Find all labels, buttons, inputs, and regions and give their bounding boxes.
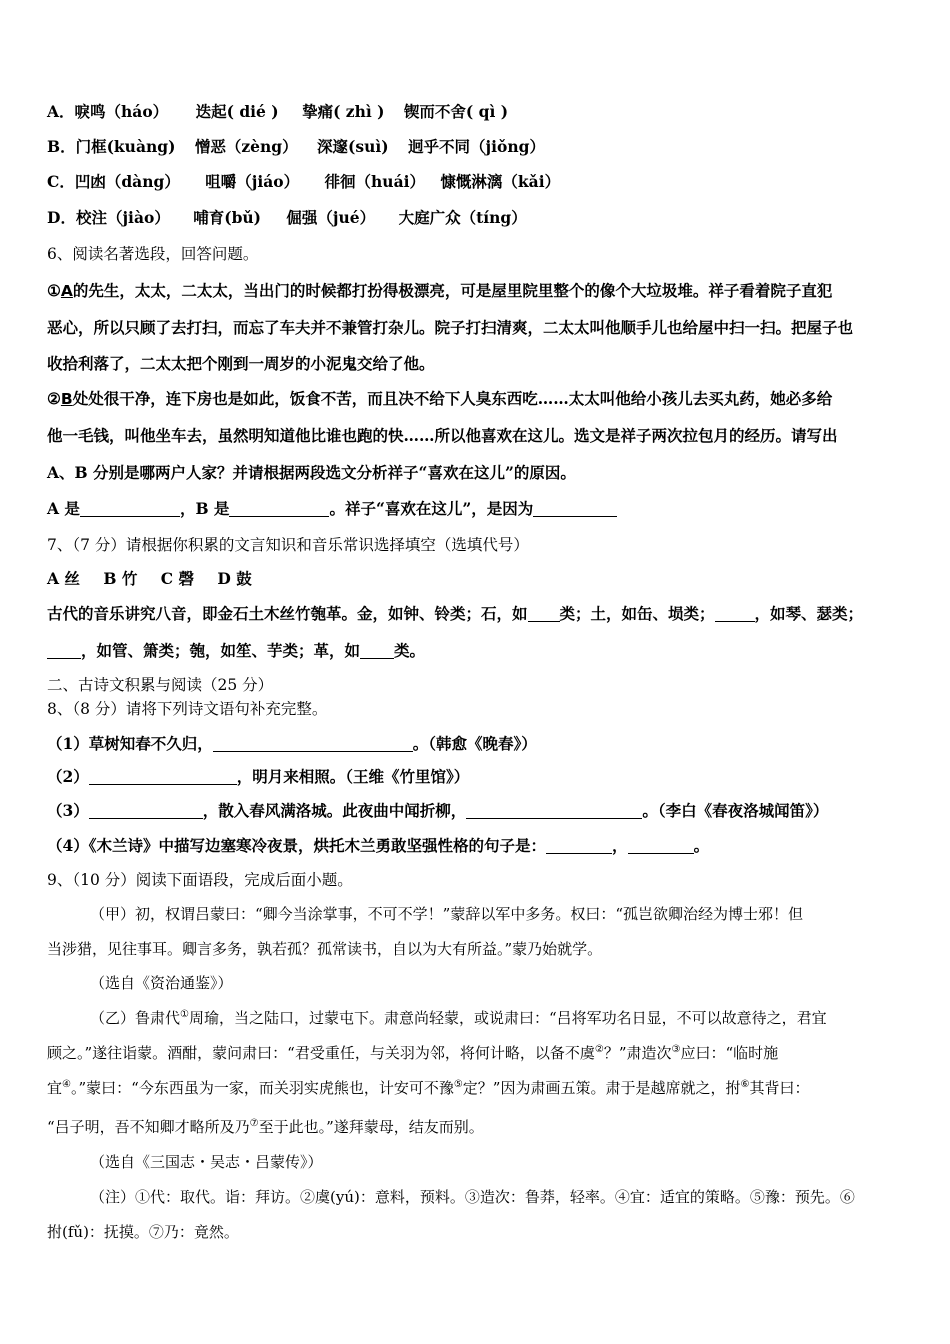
q9-note-ref-7: ⑦ (249, 1118, 259, 1129)
q7-blank-stone[interactable] (528, 605, 560, 622)
q6-answer-line (47, 498, 617, 520)
option-d-item-3: 倔强（jué） (286, 208, 376, 227)
option-b-item-1: B．门框(kuàng) (47, 137, 176, 156)
q7-line2-text-a: ，如管、箫类；匏，如笙、芋类；革，如 (81, 641, 361, 660)
q9-notes-line1: （注）①代：取代。诣：拜访。②虞(yú)：意料，预料。③造次：鲁莽，轻率。④宜：适宜的策略。⑤豫：预先。⑥ (90, 1188, 855, 1206)
q9-yi-line3-text-b: 。”蒙曰：“今东西虽为一家，而关羽实虎熊也，计安可不豫 (70, 1079, 454, 1097)
q9-yi-line4-text-b: 至于此也。”遂拜蒙母，结友而别。 (258, 1118, 484, 1136)
q7-line1-text-b: 类；土，如缶、埙类； (559, 604, 715, 623)
q7-options (47, 568, 252, 590)
q9-yi-line4 (47, 1116, 484, 1138)
q9-yi-line1-text-a: （乙）鲁肃代 (90, 1009, 181, 1027)
q6-passage1-line2: 恶心，所以只顾了去打扫，而忘了车夫并不兼管打杂儿。院子打扫清爽，二太太叫他顺手儿也给屋中扫一扫。把屋子也 (47, 318, 854, 337)
q7-option-b: B 竹 (103, 569, 138, 588)
q6-answer-b-label: ，B 是 (179, 499, 230, 518)
q9-jia-source: （选自《资治通鉴》） (90, 974, 233, 992)
q9-yi-line2-text-b: ？”肃造次 (603, 1044, 672, 1062)
q8-blank-5[interactable] (546, 837, 612, 854)
q8-line4-comma: ， (612, 836, 628, 855)
q7-line1-text-c: ，如琴、瑟类； (754, 604, 864, 623)
option-b-item-4: 迥乎不同（jiǒng） (408, 137, 545, 156)
option-d (47, 207, 527, 229)
q7-blank-bamboo[interactable] (47, 642, 81, 659)
q9-yi-line3-text-d: 其背曰： (749, 1079, 810, 1097)
q6-passage2-line3: A、B 分别是哪两户人家？并请根据两段选文分析祥子“喜欢在这儿”的原因。 (47, 463, 576, 482)
q8-blank-2[interactable] (89, 768, 237, 785)
q9-yi-line1 (90, 1007, 827, 1029)
q6-passage1-text1: 的先生，太太，二太太，当出门的时候都打扮得极漂亮，可是屋里院里整个的像个大垃圾堆。祥子看着院子直犯 (72, 281, 833, 300)
q8-line2-text-a: （2） (47, 767, 89, 786)
option-c-item-1: C．凹凼（dàng） (47, 172, 180, 191)
q9-yi-line2 (47, 1042, 778, 1064)
q9-note-ref-3: ③ (671, 1044, 681, 1055)
q9-note-ref-2: ② (594, 1044, 604, 1055)
option-a-item-1: A．唳鸣（háo） (47, 102, 169, 121)
q8-line2 (47, 766, 469, 788)
q8-line1 (47, 733, 537, 755)
option-c (47, 171, 560, 193)
q6-label-b: B (60, 390, 73, 408)
q8-line1-text-a: （1）草树知春不久归， (47, 734, 213, 753)
option-a-item-2: 迭起( dié ) (195, 102, 279, 121)
q8-line4-text-a: （4）《木兰诗》中描写边塞寒冷夜景，烘托木兰勇敢坚强性格的句子是： (47, 836, 547, 855)
q9-yi-line4-text-a: “吕子明，吾不知卿才略所及乃 (47, 1118, 250, 1136)
option-b-item-3: 深邃(suì) (317, 137, 389, 156)
q9-note-ref-5: ⑤ (453, 1079, 463, 1090)
q6-passage2-line2: 他一毛钱，叫他坐车去，虽然明知道他比谁也跑的快……所以他喜欢在这儿。选文是祥子两次拉包月的经历。请写出 (47, 426, 838, 445)
q8-line1-text-b: 。（韩愈《晚春》） (412, 734, 537, 753)
option-a-item-3: 挚痛( zhì ) (302, 102, 385, 121)
q9-note-ref-6: ⑥ (740, 1079, 750, 1090)
q7-option-a: A 丝 (47, 569, 80, 588)
q6-passage1-line1 (47, 280, 832, 302)
q9-yi-line3-text-a: 宜 (47, 1079, 63, 1097)
q7-line1 (47, 603, 863, 625)
q8-blank-4[interactable] (466, 802, 642, 819)
q8-line3-text-b: ，散入春风满洛城。此夜曲中闻折柳， (202, 801, 467, 820)
q6-marker-2: ② (47, 389, 61, 408)
q6-stem: 6、阅读名著选段，回答问题。 (47, 245, 259, 263)
q7-line2 (47, 640, 425, 662)
q9-yi-line1-text-b: 周瑜，当之陆口，过蒙屯下。肃意尚轻蒙，或说肃曰：“吕将军功名日显，不可以故意待之，君宜 (188, 1009, 827, 1027)
section2-heading: 二、古诗文积累与阅读（25 分） (47, 676, 274, 694)
q8-line3 (47, 800, 828, 822)
q9-yi-line2-text-c: 应曰：“临时施 (680, 1044, 779, 1062)
q8-line3-text-c: 。（李白《春夜洛城闻笛》） (642, 801, 829, 820)
q7-line2-text-b: 类。 (394, 641, 426, 660)
option-a-item-4: 锲而不舍( qì ) (403, 102, 509, 121)
option-b (47, 136, 545, 158)
q9-note-ref-1: ① (180, 1009, 189, 1020)
q6-blank-a[interactable] (80, 500, 180, 517)
q9-jia-line2: 当涉猎，见往事耳。卿言多务，孰若孤？孤常读书，自以为大有所益。”蒙乃始就学。 (47, 940, 603, 958)
q8-line3-text-a: （3） (47, 801, 89, 820)
option-d-item-1: D．校注（jiào） (47, 208, 170, 227)
q9-yi-line3 (47, 1077, 809, 1099)
q6-marker-1: ① (47, 281, 61, 300)
q6-passage2-text1: 处处很干净，连下房也是如此，饭食不苦，而且决不给下人臭东西吃……太太叫他给小孩儿去买丸药，她必多给 (72, 389, 833, 408)
option-c-item-3: 徘徊（huái） (324, 172, 426, 191)
q9-yi-source: （选自《三国志・吴志・吕蒙传》） (90, 1153, 323, 1171)
q9-yi-line3-text-c: 定？”因为肃画五策。肃于是越席就之，拊 (462, 1079, 741, 1097)
q7-blank-silk[interactable] (715, 605, 755, 622)
q8-blank-3[interactable] (89, 802, 203, 819)
q8-line4 (47, 835, 709, 857)
q6-blank-b[interactable] (229, 500, 329, 517)
q9-yi-line2-text-a: 顾之。”遂往诣蒙。酒酣，蒙问肃曰：“君受重任，与关羽为邻，将何计略，以备不虞 (47, 1044, 595, 1062)
q9-notes-line2: 拊(fǔ)：抚摸。⑦乃：竟然。 (47, 1223, 239, 1241)
q8-line4-period: 。 (693, 836, 710, 855)
q7-blank-leather[interactable] (360, 642, 394, 659)
q7-stem: 7、（7 分）请根据你积累的文言知识和音乐常识选择填空（选填代号） (47, 536, 529, 554)
q9-stem: 9、（10 分）阅读下面语段，完成后面小题。 (47, 871, 353, 889)
option-d-item-4: 大庭广众（tíng） (398, 208, 527, 227)
option-c-item-4: 慷慨淋漓（kǎi） (440, 172, 561, 191)
q6-label-a: A (60, 282, 73, 300)
q7-option-c: C 磬 (160, 569, 194, 588)
q9-jia-line1: （甲）初，权谓吕蒙曰：“卿今当涂掌事，不可不学！”蒙辞以军中多务。权曰：“孤岂欲卿治经为博士邪！但 (90, 905, 804, 923)
q8-blank-6[interactable] (628, 837, 694, 854)
q6-blank-reason[interactable] (533, 500, 617, 517)
option-b-item-2: 憎恶（zèng） (194, 137, 298, 156)
q8-stem: 8、（8 分）请将下列诗文语句补充完整。 (47, 700, 328, 718)
q8-blank-1[interactable] (213, 735, 413, 752)
q8-line2-text-b: ，明月来相照。（王维《竹里馆》） (236, 767, 470, 786)
q9-note-ref-4: ④ (62, 1079, 71, 1090)
q7-option-d: D 鼓 (217, 569, 252, 588)
option-d-item-2: 哺育(bǔ) (193, 208, 262, 227)
q6-passage2-line1 (47, 388, 832, 410)
q6-passage1-line3: 收拾利落了，二太太把个刚到一周岁的小泥鬼交给了他。 (47, 354, 435, 373)
q6-answer-a-label: A 是 (47, 499, 80, 518)
q7-line1-text-a: 古代的音乐讲究八音，即金石土木丝竹匏革。金，如钟、铃类；石，如 (47, 604, 528, 623)
option-a (47, 101, 508, 123)
q6-answer-reason-label: 。祥子“喜欢在这儿”，是因为 (329, 499, 534, 518)
option-c-item-2: 咀嚼（jiáo） (205, 172, 300, 191)
